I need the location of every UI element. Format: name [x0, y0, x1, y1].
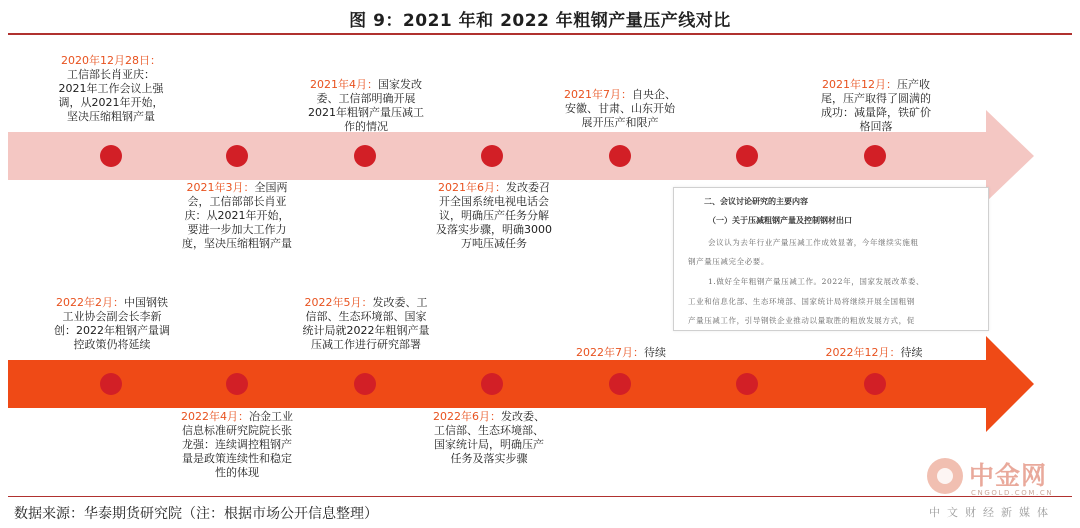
timeline-dot — [609, 145, 631, 167]
timeline-dot — [864, 373, 886, 395]
logo-url: CNGOLD.COM.CN — [971, 489, 1054, 497]
event-note — [436, 181, 552, 251]
timeline-dot — [864, 145, 886, 167]
event-note — [430, 410, 548, 466]
excerpt-line: 1.做好全年粗钢产量压减工作。2022年，国家发展改革委、 — [708, 277, 925, 286]
event-date: 2022年5月： — [304, 296, 373, 309]
timeline-dot — [354, 373, 376, 395]
timeline-dot — [736, 145, 758, 167]
timeline-dot — [481, 373, 503, 395]
event-note — [58, 54, 164, 124]
timeline-dot — [481, 145, 503, 167]
excerpt-heading: 二、会议讨论研究的主要内容 — [704, 196, 808, 206]
event-text: 工信部长肖亚庆：2021年工作会议上强调，从2021年开始，坚决压缩粗钢产量 — [58, 68, 164, 123]
meeting-document-excerpt — [673, 187, 989, 331]
timeline-dot — [100, 145, 122, 167]
logo-tagline: 中文财经新媒体 — [929, 506, 1055, 519]
event-date: 2022年7月： — [576, 346, 644, 359]
event-text: 压产收尾，压产取得了圆满的成功：减量降，铁矿价格回落 — [821, 78, 931, 133]
timeline-dot — [226, 145, 248, 167]
event-note — [308, 78, 424, 134]
event-text: 全国两会，工信部部长肖亚庆：从2021年开始，要进一步加大工作力度，坚决压缩粗钢产量 — [182, 181, 292, 250]
event-note — [182, 181, 292, 251]
excerpt-line: 会议认为去年行业产量压减工作成效显著，今年继续实施粗 — [708, 238, 919, 247]
event-note — [52, 296, 172, 352]
event-note — [560, 88, 680, 130]
event-note — [820, 78, 932, 134]
event-date: 2022年4月： — [181, 410, 249, 423]
event-note — [818, 346, 930, 360]
data-source-note: 数据来源：华泰期货研究院（注：根据市场公开信息整理） — [14, 506, 378, 522]
event-date: 2022年6月： — [433, 410, 501, 423]
event-text: 发改委、工信部、生态环境部、国家统计局，明确压产任务及落实步骤 — [434, 410, 545, 465]
event-text: 待续 — [900, 346, 923, 359]
event-date: 2021年6月： — [438, 181, 506, 194]
bottom-rule — [8, 496, 1072, 497]
event-note — [302, 296, 430, 352]
excerpt-subheading: （一）关于压减粗钢产量及控制钢材出口 — [708, 215, 852, 225]
excerpt-line: 钢产量压减完全必要。 — [688, 257, 769, 266]
event-date: 2021年12月： — [822, 78, 897, 91]
excerpt-line: 产量压减工作，引导钢铁企业推动以量取胜的粗放发展方式，促 — [688, 316, 915, 325]
event-date: 2022年12月： — [825, 346, 901, 359]
excerpt-line: 工业和信息化部、生态环境部、国家统计局将继续开展全国粗钢 — [688, 297, 915, 306]
event-text: 发改委召开全国系统电视电话会议，明确压产任务分解及落实步骤，明确3000万吨压减任务 — [436, 181, 552, 250]
event-date: 2021年4月： — [310, 78, 378, 91]
timeline-dot — [354, 145, 376, 167]
logo-mark-icon — [927, 458, 963, 494]
event-date: 2021年7月： — [564, 88, 632, 101]
logo-name: 中金网 — [969, 461, 1048, 490]
event-text: 中国钢铁工业协会副会长李新创：2022年粗钢产量调控政策仍将延续 — [54, 296, 170, 351]
event-text: 自央企、安徽、甘肃、山东开始展开压产和限产 — [565, 88, 676, 129]
figure-title: 图 9：2021 年和 2022 年粗钢产量压产线对比 — [349, 11, 731, 31]
timeline-dot — [100, 373, 122, 395]
timeline-dot — [226, 373, 248, 395]
watermark-logo — [927, 456, 1075, 524]
event-note — [566, 346, 676, 360]
top-rule — [8, 33, 1072, 35]
event-text: 发改委、工信部、生态环境部、国家统计局就2022年粗钢产量压减工作进行研究部署 — [302, 296, 430, 351]
event-text: 国家发改委、工信部明确开展2021年粗钢产量压减工作的情况 — [308, 78, 424, 133]
timeline-dot — [609, 373, 631, 395]
timeline-dot — [736, 373, 758, 395]
event-text: 冶金工业信息标准研究院院长张龙强：连续调控粗钢产量是政策连续性和稳定性的体现 — [182, 410, 293, 479]
event-note — [180, 410, 294, 480]
event-text: 待续 — [644, 346, 666, 359]
event-date: 2020年12月28日： — [61, 54, 161, 67]
event-date: 2022年2月： — [56, 296, 124, 309]
event-date: 2021年3月： — [186, 181, 255, 194]
